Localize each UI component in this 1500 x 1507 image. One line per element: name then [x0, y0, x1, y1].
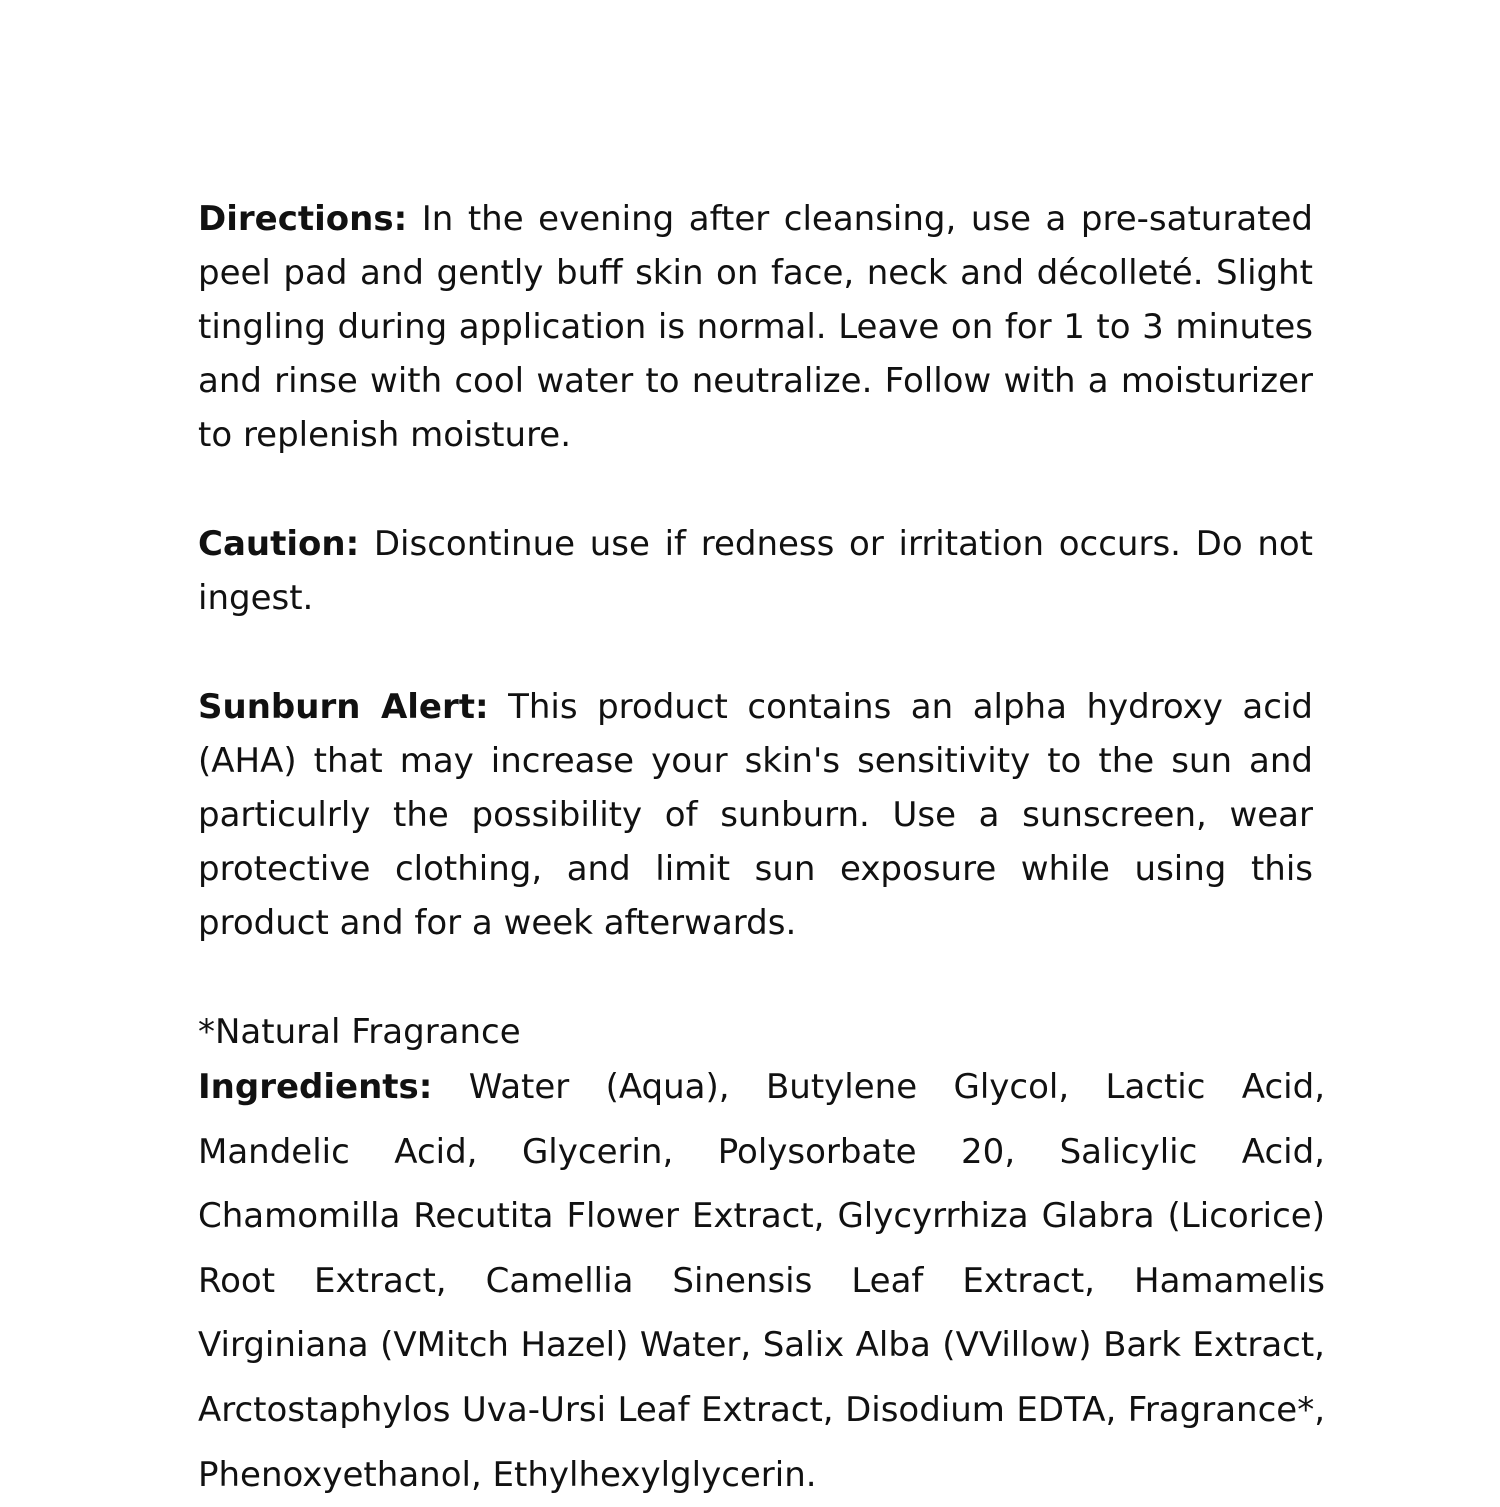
caution-paragraph: [198, 517, 1313, 625]
ingredients-label: Ingredients:: [198, 1067, 433, 1107]
sunburn-alert-text: This product contains an alpha hydroxy acid (AHA) that may increase your skin's sensitivity to the sun and particulrly the possibility of sunburn. Use a sunscreen, wear protective clothing, and limit sun exposure while using this product and for a week afterwards.: [198, 687, 1313, 943]
ingredients-text: Water (Aqua), Butylene Glycol, Lactic Acid, Mandelic Acid, Glycerin, Polysorbate 20, Salicylic Acid, Chamomilla Recutita Flower Extract, Glycyrrhiza Glabra (Licorice) Root Extract, Camellia Sinensis Leaf Extract, Hamamelis Virginiana (VMitch Hazel) Water, Salix Alba (VVillow) Bark Extract, Arctostaphylos Uva-Ursi Leaf Extract, Disodium EDTA, Fragrance*, Phenoxyethanol, Ethylhexylglycerin.: [198, 1067, 1325, 1495]
sunburn-alert-paragraph: [198, 680, 1313, 950]
directions-paragraph: [198, 192, 1313, 462]
directions-label: Directions:: [198, 199, 408, 239]
sunburn-alert-label: Sunburn Alert:: [198, 687, 489, 727]
caution-label: Caution:: [198, 524, 360, 564]
caution-text: Discontinue use if redness or irritation occurs. Do not ingest.: [198, 524, 1314, 618]
directions-text: In the evening after cleansing, use a pre-saturated peel pad and gently buff skin on face, neck and décolleté. Slight tingling during application is normal. Leave on for 1 to 3 minutes and rinse with cool water to neutralize. Follow with a moisturizer to replenish moisture.: [198, 199, 1313, 455]
ingredients-paragraph: [198, 1055, 1325, 1507]
fragrance-note: *Natural Fragrance: [198, 1012, 521, 1052]
